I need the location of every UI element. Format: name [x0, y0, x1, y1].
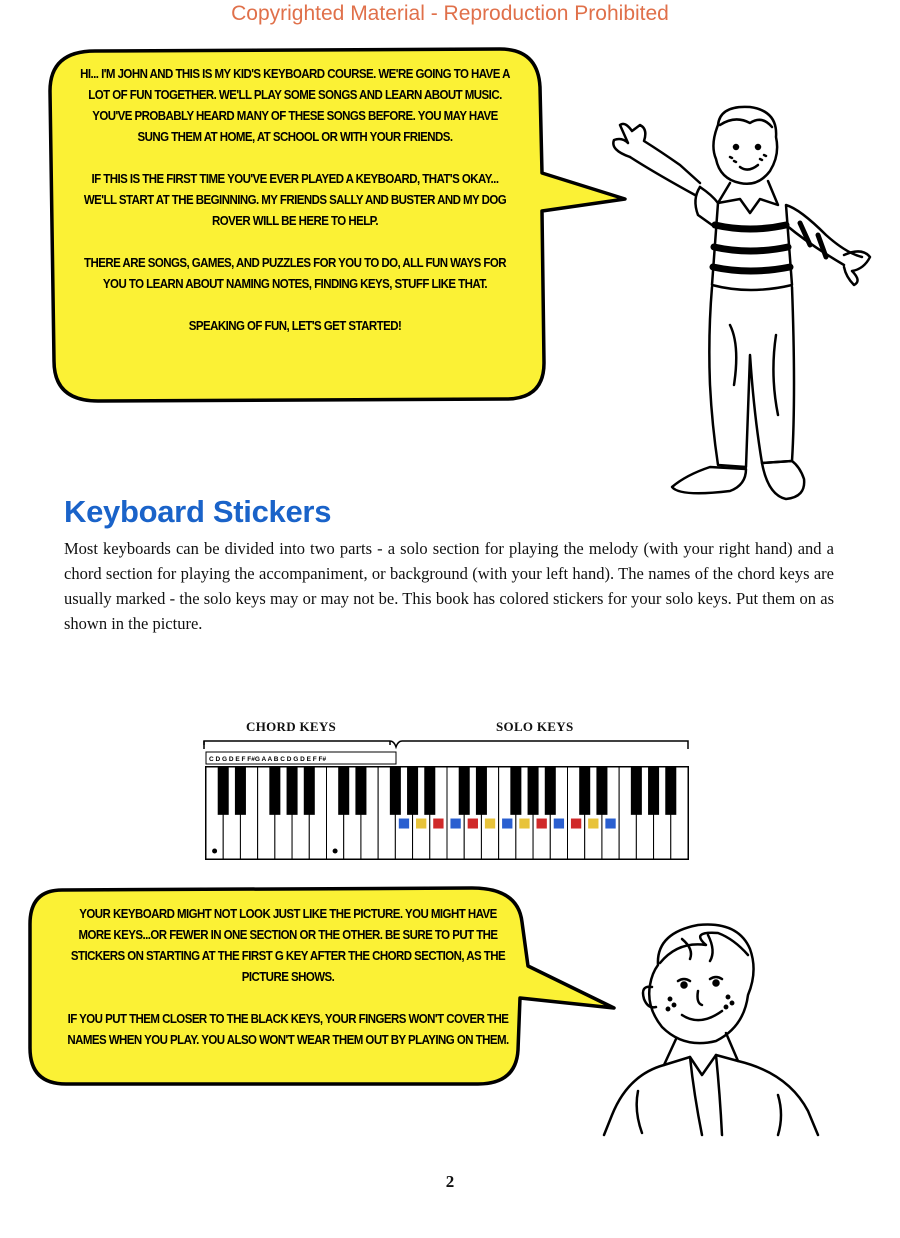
speech-bubble-bottom-text	[67, 904, 509, 1051]
chord-key-names-strip: C D G D E F F#G A A B C D G D E F F#	[209, 756, 327, 763]
black-key	[407, 767, 418, 815]
black-key	[338, 767, 349, 815]
black-key	[510, 767, 521, 815]
black-key	[665, 767, 676, 815]
boy-smiling-illustration	[598, 915, 838, 1140]
section-body-text: Most keyboards can be divided into two parts - a solo section for playing the melody (with your right hand) and a chord section for playing the accompaniment, or background (with your left hand). The names of the chord keys are usually marked - the solo keys may or may not be. This book has colored stickers for your solo keys. Put them on as shown in the picture.	[64, 539, 834, 633]
black-key	[287, 767, 298, 815]
solo-key-sticker	[554, 819, 564, 829]
bubble-bottom-paragraph-1: YOUR KEYBOARD MIGHT NOT LOOK JUST LIKE THE PICTURE. YOU MIGHT HAVE MORE KEYS...OR FEWER IN ONE SECTION OR THE OTHER. BE SURE TO PUT THE STICKERS ON STARTING AT THE FIRST G KEY AFTER THE CHORD SECTION, AS THE PICTURE SHOWS.	[70, 907, 506, 984]
keyboard-diagram	[200, 735, 695, 863]
solo-key-sticker	[588, 819, 598, 829]
black-key	[631, 767, 642, 815]
solo-keys-label: SOLO KEYS	[496, 719, 574, 734]
bubble-top-paragraph-3: THERE ARE SONGS, GAMES, AND PUZZLES FOR YOU TO DO, ALL FUN WAYS FOR YOU TO LEARN ABOUT NAMING NOTES, FINDING KEYS, STUFF LIKE THAT.	[84, 256, 506, 291]
solo-key-sticker	[468, 819, 478, 829]
boy-waving-illustration	[600, 95, 880, 515]
solo-key-sticker	[605, 819, 615, 829]
solo-key-sticker	[399, 819, 409, 829]
middle-c-dot	[333, 849, 338, 854]
section-heading: Keyboard Stickers	[64, 494, 332, 529]
black-key	[424, 767, 435, 815]
black-key	[545, 767, 556, 815]
solo-key-sticker	[416, 819, 426, 829]
black-key	[528, 767, 539, 815]
black-key	[304, 767, 315, 815]
black-key	[218, 767, 229, 815]
solo-key-sticker	[537, 819, 547, 829]
black-key	[355, 767, 366, 815]
bubble-top-paragraph-1: HI... I'M JOHN AND THIS IS MY KID'S KEYBOARD COURSE. WE'RE GOING TO HAVE A LOT OF FUN TOGETHER. WE'LL PLAY SOME SONGS AND LEARN ABOUT MUSIC. YOU'VE PROBABLY HEARD MANY OF THESE SONGS BEFORE. YOU MAY HAVE SUNG THEM AT HOME, AT SCHOOL OR WITH YOUR FRIENDS.	[80, 67, 510, 144]
black-key	[235, 767, 246, 815]
black-key	[390, 767, 401, 815]
black-key	[269, 767, 280, 815]
solo-key-sticker	[571, 819, 581, 829]
speech-bubble-top-text	[79, 64, 511, 337]
solo-key-sticker	[485, 819, 495, 829]
black-key	[579, 767, 590, 815]
black-key	[476, 767, 487, 815]
black-key	[648, 767, 659, 815]
bubble-top-paragraph-2: IF THIS IS THE FIRST TIME YOU'VE EVER PLAYED A KEYBOARD, THAT'S OKAY... WE'LL START AT THE BEGINNING. MY FRIENDS SALLY AND BUSTER AND MY DOG ROVER WILL BE HERE TO HELP.	[83, 172, 507, 228]
middle-c-dot	[212, 849, 217, 854]
solo-key-sticker	[502, 819, 512, 829]
copyright-watermark: Copyrighted Material - Reproduction Prohibited	[231, 2, 669, 25]
black-key	[596, 767, 607, 815]
bubble-bottom-paragraph-2: IF YOU PUT THEM CLOSER TO THE BLACK KEYS, YOUR FINGERS WON'T COVER THE NAMES WHEN YOU PLAY. YOU ALSO WON'T WEAR THEM OUT BY PLAYING ON THEM.	[67, 1012, 509, 1047]
chord-keys-brace	[204, 741, 688, 749]
chord-keys-label: CHORD KEYS	[246, 719, 337, 734]
solo-key-sticker	[433, 819, 443, 829]
solo-key-sticker	[519, 819, 529, 829]
page-number: 2	[445, 1172, 455, 1191]
black-key	[459, 767, 470, 815]
solo-key-sticker	[450, 819, 460, 829]
bubble-top-paragraph-4: SPEAKING OF FUN, LET'S GET STARTED!	[188, 319, 402, 333]
